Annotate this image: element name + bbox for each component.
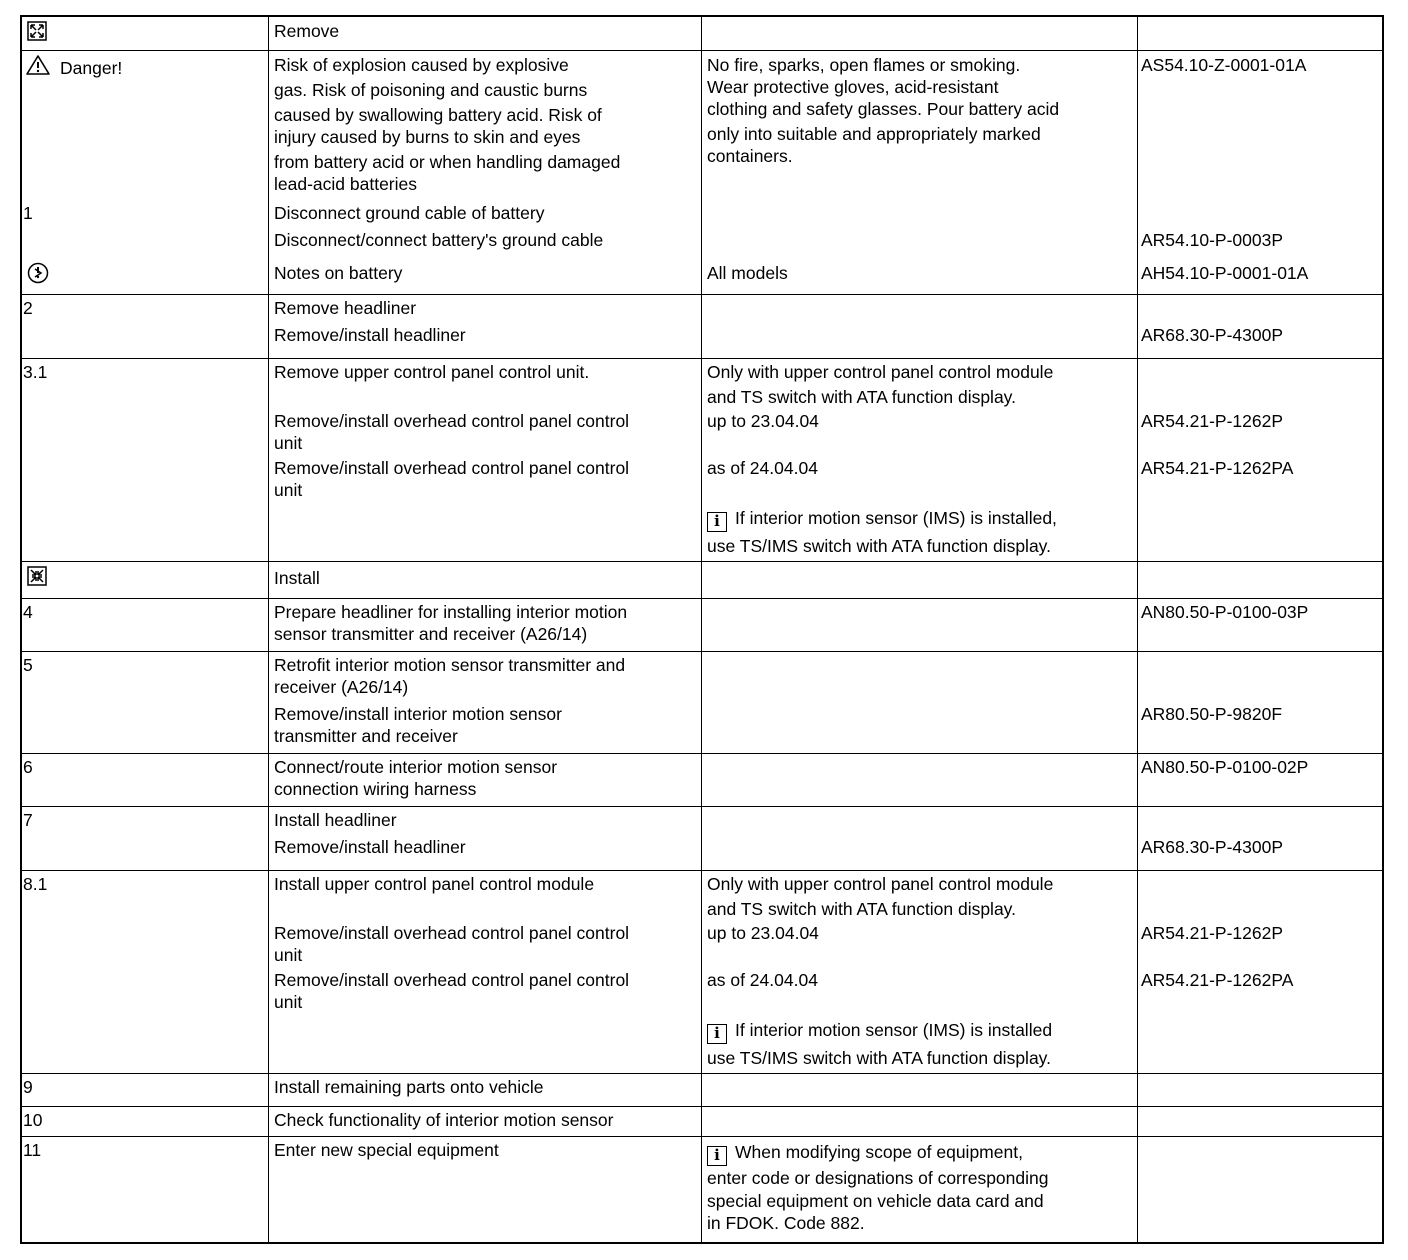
step-text: Disconnect ground cable of battery (274, 203, 545, 223)
document-ref: AR54.21-P-1262PA (1141, 970, 1294, 990)
table-row (22, 294, 1382, 359)
step-text: Install upper control panel control module (274, 874, 595, 894)
table-row (22, 598, 1382, 652)
step-label: Remove (274, 21, 340, 41)
step-label: Install (274, 568, 320, 588)
step-subtask: Remove/install overhead control panel control unit (274, 923, 630, 965)
document-ref: AR54.21-P-1262P (1141, 411, 1284, 431)
document-ref: AR80.50-P-9820F (1141, 704, 1283, 724)
table-row (22, 17, 1382, 50)
info-note: i When modifying scope of equipment, enter code or designations of corresponding special equipment on vehicle data card and in FDOK. Code 882. (707, 1142, 1049, 1233)
document-ref: AR54.21-P-1262P (1141, 923, 1284, 943)
step-number: 6 (23, 757, 33, 777)
info-note: i If interior motion sensor (IMS) is installed, use TS/IMS switch with ATA function display. (707, 508, 1057, 556)
document-ref: AH54.10-P-0001-01A (1141, 263, 1309, 283)
step-number: 1 (23, 203, 33, 223)
step-subtask: Remove/install headliner (274, 837, 466, 857)
document-ref: AR54.21-P-1262PA (1141, 458, 1294, 478)
document-ref: AR54.10-P-0003P (1141, 230, 1284, 250)
step-subtask: Remove/install overhead control panel control unit (274, 458, 630, 500)
document-ref: AR68.30-P-4300P (1141, 837, 1284, 857)
table-row (22, 1136, 1382, 1243)
table-row (22, 651, 1382, 754)
remove-icon (27, 21, 47, 41)
step-number: 9 (23, 1077, 33, 1097)
step-number: 11 (23, 1140, 42, 1160)
date-range: up to 23.04.04 (707, 411, 819, 431)
step-subtask: Remove/install overhead control panel control unit (274, 411, 630, 453)
scope-text: Only with upper control panel control module and TS switch with ATA function display. (707, 874, 1054, 919)
step-number: 4 (23, 602, 33, 622)
step-subtask: Remove/install interior motion sensor transmitter and receiver (274, 704, 562, 746)
date-range: as of 24.04.04 (707, 458, 818, 478)
step-text: Remove headliner (274, 298, 417, 318)
step-number: 10 (23, 1110, 43, 1130)
table-row (22, 50, 1382, 295)
step-text: Connect/route interior motion sensor connection wiring harness (274, 757, 558, 799)
step-subtask: Disconnect/connect battery's ground cable (274, 230, 604, 250)
danger-precautions: No fire, sparks, open flames or smoking. Wear protective gloves, acid-resistant clothing and safety glasses. Pour battery acid only into suitable and appropriately marked containers. (707, 55, 1060, 166)
document-ref: AN80.50-P-0100-02P (1141, 757, 1309, 777)
scope-text: Only with upper control panel control module and TS switch with ATA function display. (707, 362, 1054, 407)
step-subtask: Remove/install headliner (274, 325, 466, 345)
step-number: 5 (23, 655, 33, 675)
table-row (22, 753, 1382, 807)
table-row (22, 1106, 1382, 1137)
table-row (22, 870, 1382, 1074)
warning-icon (25, 54, 51, 76)
date-range: up to 23.04.04 (707, 923, 819, 943)
document-ref: AS54.10-Z-0001-01A (1141, 55, 1307, 75)
table-row (22, 561, 1382, 599)
step-number: 8.1 (23, 874, 48, 894)
scope-text: All models (707, 263, 788, 283)
info-icon: i (707, 1146, 727, 1166)
step-number: 7 (23, 810, 33, 830)
step-text: Notes on battery (274, 263, 403, 283)
table-row (22, 1073, 1382, 1107)
step-text: Install headliner (274, 810, 397, 830)
info-icon: i (707, 512, 727, 532)
step-text: Remove upper control panel control unit. (274, 362, 590, 382)
step-subtask: Remove/install overhead control panel control unit (274, 970, 630, 1012)
danger-risk-text: Risk of explosion caused by explosive gas. Risk of poisoning and caustic burns caused by swallowing battery acid. Risk of injury caused by burns to skin and eyes from battery acid or when handling damaged lead-acid batteries (274, 55, 621, 194)
step-number: 2 (23, 298, 33, 318)
table-row (22, 806, 1382, 871)
step-text: Prepare headliner for installing interior motion sensor transmitter and receiver (A26/14) (274, 602, 628, 644)
table-row (22, 358, 1382, 562)
install-icon (27, 566, 47, 586)
step-text: Install remaining parts onto vehicle (274, 1077, 544, 1097)
step-text: Retrofit interior motion sensor transmitter and receiver (A26/14) (274, 655, 626, 697)
step-text: Check functionality of interior motion sensor (274, 1110, 614, 1130)
document-ref: AN80.50-P-0100-03P (1141, 602, 1309, 622)
step-number: 3.1 (23, 362, 48, 382)
info-note: i If interior motion sensor (IMS) is installed use TS/IMS switch with ATA function display. (707, 1020, 1053, 1068)
notes-icon (27, 262, 49, 284)
date-range: as of 24.04.04 (707, 970, 818, 990)
procedure-table (20, 15, 1384, 1244)
step-text: Enter new special equipment (274, 1140, 499, 1160)
danger-label: Danger! (60, 58, 123, 78)
info-icon: i (707, 1024, 727, 1044)
document-ref: AR68.30-P-4300P (1141, 325, 1284, 345)
